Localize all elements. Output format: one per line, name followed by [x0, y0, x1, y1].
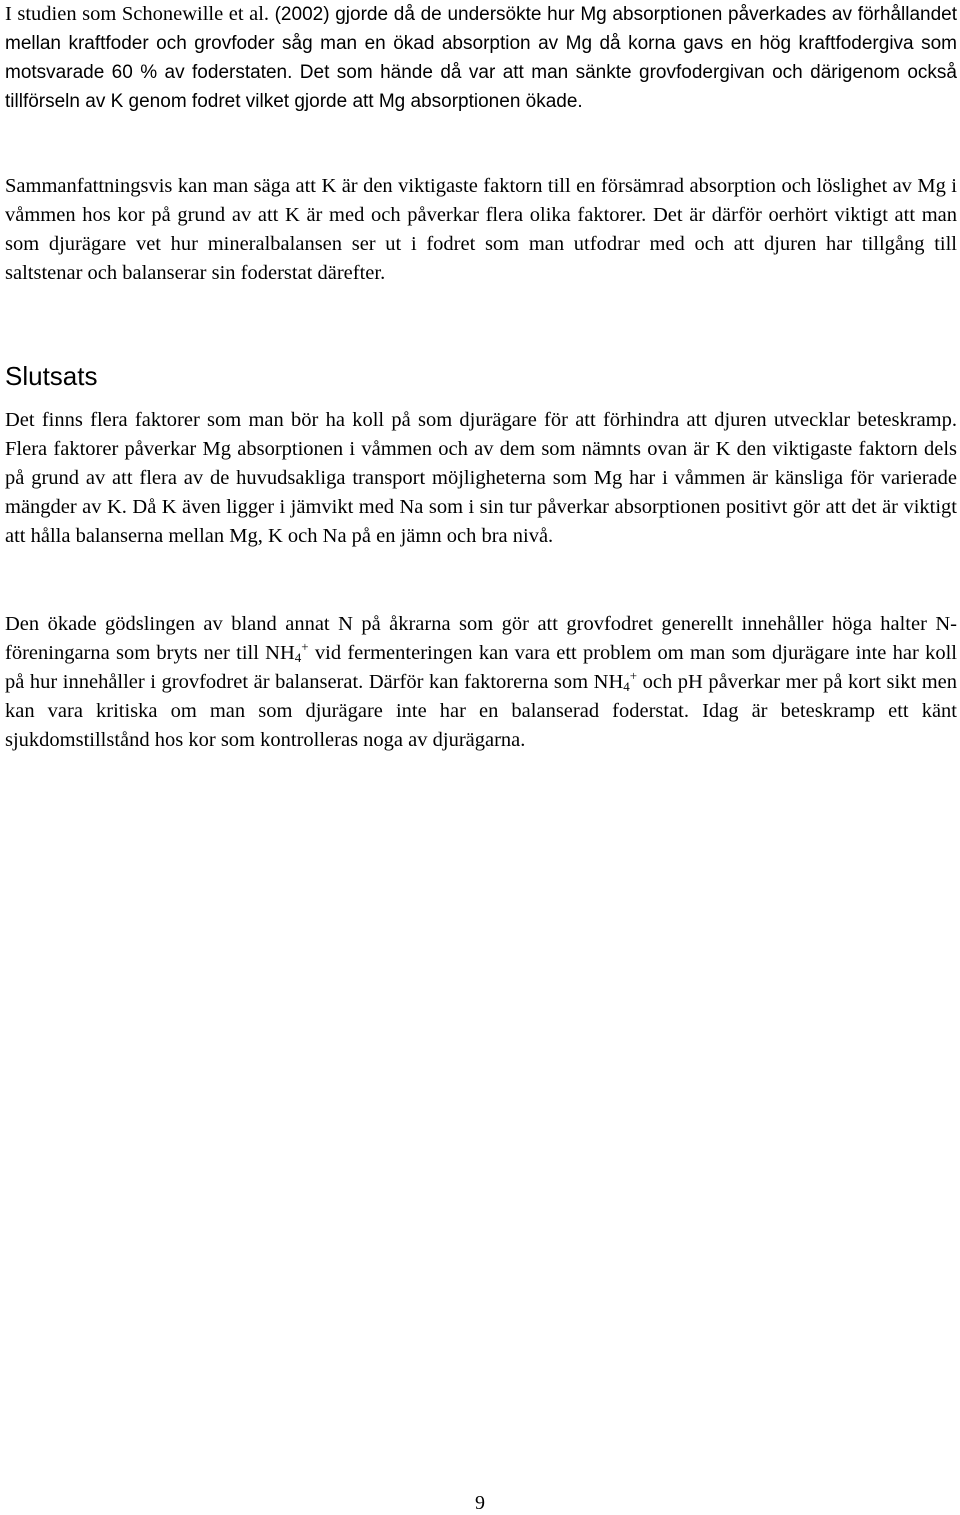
page-number: 9: [475, 1492, 485, 1514]
paragraph-schonewille: [5, 0, 957, 116]
subscript: 4: [294, 650, 302, 665]
paragraph-conclusion: Det finns flera faktorer som man bör ha koll på som djurägare för att förhindra att djuren utvecklar beteskramp. Flera faktorer påverkar Mg absorptionen i våmmen och av dem som nämnts ovan är K den viktigaste faktorn dels på grund av att flera av de huvudsakliga transport möjligheterna som Mg har i våmmen är känsliga för varierade mängder av K. Då K även ligger i jämvikt med Na som i sin tur påverkar absorptionen positivt gör att det är viktigt att hålla balanserna mellan Mg, K och Na på en jämn och bra nivå.: [5, 409, 957, 547]
paragraph-summary: Sammanfattningsvis kan man säga att K är den viktigaste faktorn till en försämrad absorption och löslighet av Mg i våmmen hos kor på grund av att K är med och påverkar flera olika faktorer. Det är därför oerhört viktigt att man som djurägare vet hur mineralbalansen ser ut i fodret som man utfodrar med och att djuren har tillgång till saltstenar och balanserar sin foderstat därefter.: [5, 175, 957, 284]
text-segment: och pH påverkar mer på kort sikt men kan vara kritiska om man som djurägare inte har en balanserad foderstat. Idag är beteskramp ett känt sjukdomstillstånd hos kor som kontrolleras noga av djurägarna.: [5, 671, 957, 751]
superscript: +: [301, 639, 309, 654]
paragraph-intro: I studien som Schonewille et al.: [5, 3, 270, 25]
subscript: 4: [623, 679, 630, 694]
paragraph-fertilization: [5, 610, 957, 755]
section-heading-slutsats: Slutsats: [5, 361, 98, 391]
text-segment: vid fermenteringen kan vara ett problem om man som djurägare inte har koll på hur innehåller i grovfodret är balanserat. Därför kan faktorerna som NH: [5, 642, 957, 693]
paragraph-body-sans: (2002) gjorde då de undersökte hur Mg absorptionen påverkades av förhållandet mellan kraftfoder och grovfoder såg man en ökad absorption av Mg då korna gavs en hög kraftfodergiva som motsvarade 60 % av foderstaten. Det som hände då var att man sänkte grovfodergivan och därigenom också tillförseln av K genom fodret vilket gjorde att Mg absorptionen ökade.: [5, 4, 958, 112]
text-segment: Den ökade gödslingen av bland annat N på åkrarna som gör att grovfodret generellt innehåller höga halter N- föreningarna som bryts ner till NH: [5, 613, 957, 664]
superscript: +: [629, 668, 638, 683]
